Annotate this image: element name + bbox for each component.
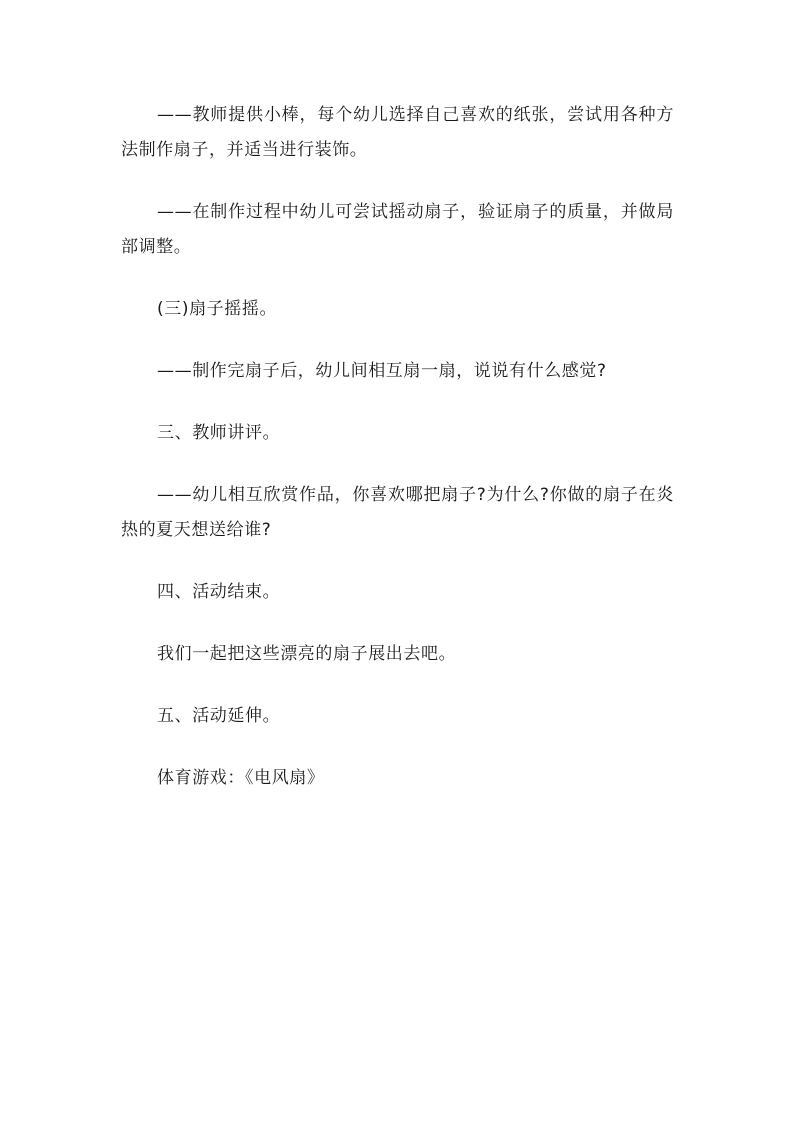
heading-activity-extension: 五、活动延伸。 <box>157 706 281 726</box>
paragraph-appreciate-works: ——幼儿相互欣赏作品，你喜欢哪把扇子?为什么?你做的扇子在炎热的夏天想送给谁? <box>121 485 674 540</box>
heading-activity-end: 四、活动结束。 <box>157 582 281 602</box>
heading-teacher-comments: 三、教师讲评。 <box>157 423 281 443</box>
paragraph-shake-fan-adjust: ——在制作过程中幼儿可尝试摇动扇子，验证扇子的质量，并做局部调整。 <box>121 202 674 257</box>
paragraph-fan-each-other: ——制作完扇子后，幼儿间相互扇一扇，说说有什么感觉? <box>157 361 607 381</box>
document-body <box>121 98 674 823</box>
paragraph-sports-game: 体育游戏：《电风扇》 <box>157 768 325 788</box>
paragraph-teacher-provides-sticks: ——教师提供小棒，每个幼儿选择自己喜欢的纸张，尝试用各种方法制作扇子，并适当进行装饰。 <box>121 105 674 160</box>
paragraph-exhibit-fans: 我们一起把这些漂亮的扇子展出去吧。 <box>157 644 457 664</box>
paragraph-section-fan-shaking: (三)扇子摇摇。 <box>157 299 278 319</box>
